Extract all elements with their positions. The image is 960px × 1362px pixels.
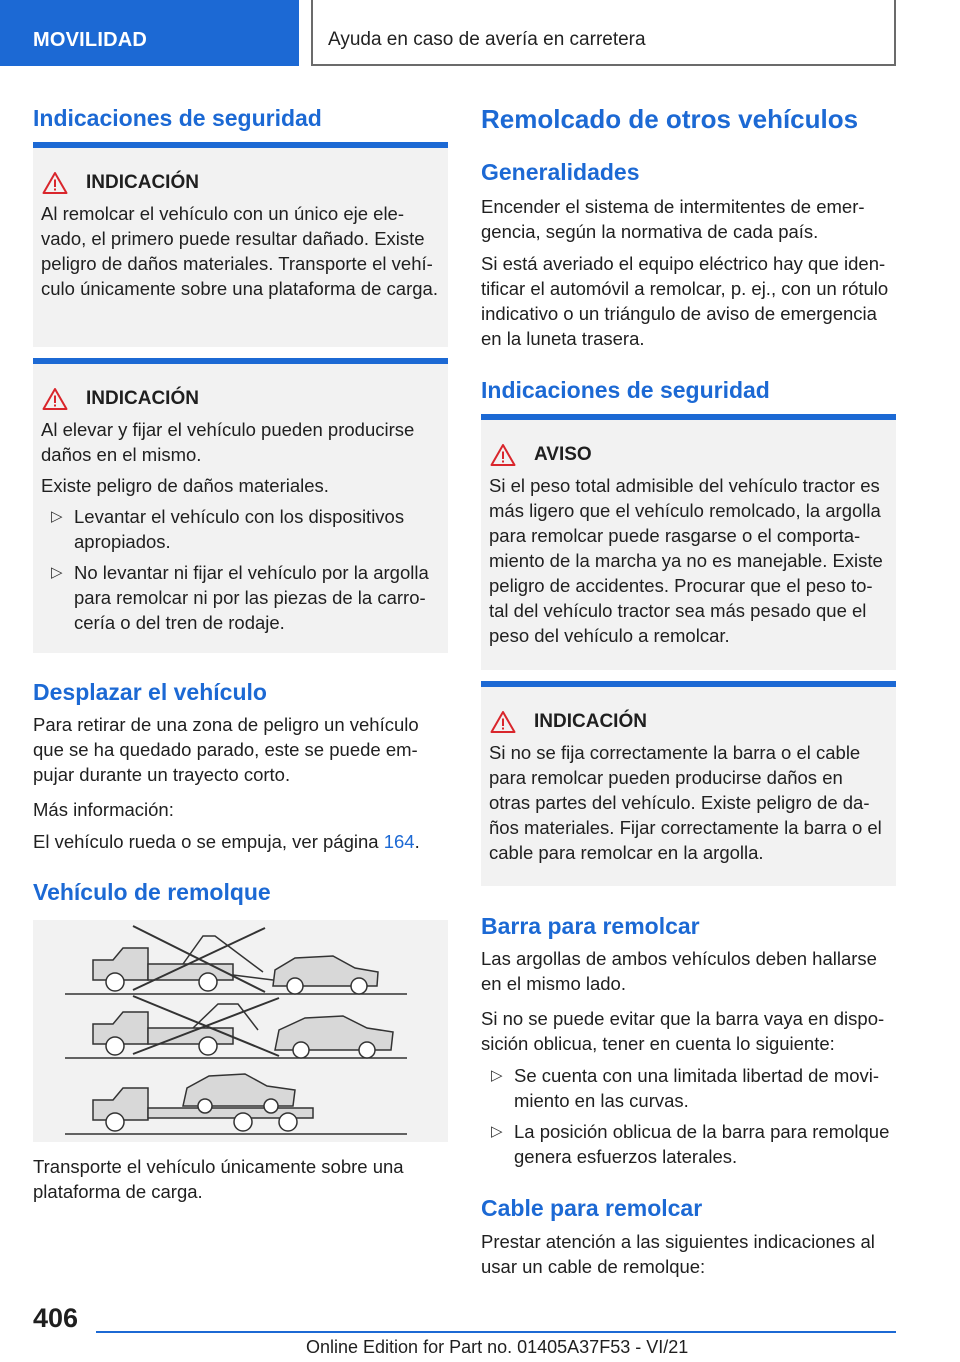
page-reference: El vehículo rueda o se empuja, ver página 164. [33,831,420,852]
heading-tow-bar: Barra para remolcar [481,913,700,939]
image-caption: Transporte el vehículo únicamente sobre una plataforma de carga. [33,1156,404,1202]
heading-safety-right: Indicaciones de seguridad [481,377,770,403]
warning-header [489,442,886,468]
bullet-triangle-icon: ▷ [51,564,63,581]
footer-divider [96,1331,896,1333]
warning-triangle-icon [42,387,68,411]
edition-text: Online Edition for Part no. 01405A37F53 - VI/21 [306,1337,689,1357]
chapter-title: Ayuda en caso de avería en carretera [328,29,646,50]
more-info-label: Más información: [33,799,174,820]
note-box-3 [481,681,896,886]
note-label: INDICACIÓN [86,388,199,409]
bar-list [481,1057,896,1169]
note-box-1 [33,142,448,347]
towing-methods-image [33,920,448,1142]
note-label: INDICACIÓN [86,172,199,193]
warning-triangle-icon [490,443,516,467]
page-link[interactable]: 164 [383,831,415,852]
towing-illustration [33,920,448,1142]
general-text-2: Si está averiado el equipo eléctrico hay que iden-tificar el automóvil a remolcar, p. ej., con un rótulo indicativo o un triángulo de aviso de emergencia en la luneta trasera. [481,253,889,349]
bullet-triangle-icon: ▷ [491,1123,503,1140]
heading-general: Generalidades [481,159,640,185]
warning-text: Si el peso total admisible del vehículo tractor es más ligero que el vehículo remolcado, la argolla para remolcar puede rasgarse o el comporta-miento de la marcha ya no es manejable. Existe peligro de accidentes. Procurar que el peso to-tal del vehículo tractor sea más pesado que el peso del vehículo a remolcar. [489,475,883,646]
heading-safety-left: Indicaciones de seguridad [33,105,322,131]
bar-text-2: Si no se puede evitar que la barra vaya en dispo-sición oblicua, tener en cuenta lo siguiente: [481,1008,885,1054]
list-item: ▷ Levantar el vehículo con los dispositivos apropiados. [41,504,438,554]
page-number: 406 [33,1303,79,1333]
note-header [41,386,438,412]
list-item: ▷ La posición oblicua de la barra para remolque genera esfuerzos laterales. [481,1119,896,1169]
note-box-2 [33,358,448,653]
note-header [41,170,438,196]
note-label: INDICACIÓN [534,711,647,732]
warning-triangle-icon [490,710,516,734]
warning-label: AVISO [534,444,592,465]
note-text: Al elevar y fijar el vehículo pueden producirse daños en el mismo. [41,419,415,465]
bar-text-1: Las argollas de ambos vehículos deben hallarse en el mismo lado. [481,948,877,994]
chapter-tab [311,0,896,66]
note-text: Al remolcar el vehículo con un único eje ele-vado, el primero puede resultar dañado. Existe peligro de daños materiales. Transporte el vehí-culo únicamente sobre una plataforma de carga. [41,203,438,299]
warning-triangle-icon [42,171,68,195]
move-text: Para retirar de una zona de peligro un vehículo que se ha quedado parado, este se puede em-pujar durante un trayecto corto. [33,714,419,785]
section-title: MOVILIDAD [33,29,148,51]
heading-tow-other: Remolcado de otros vehículos [481,104,859,134]
list-item: ▷ Se cuenta con una limitada libertad de movi-miento en las curvas. [481,1063,896,1113]
list-item: ▷ No levantar ni fijar el vehículo por la argolla para remolcar ni por las piezas de la carro-cería o del tren de rodaje. [41,560,438,635]
heading-move-vehicle: Desplazar el vehículo [33,679,267,705]
note-header [489,709,886,735]
warning-box [481,414,896,670]
bullet-triangle-icon: ▷ [491,1067,503,1084]
heading-tow-cable: Cable para remolcar [481,1195,703,1221]
cable-text: Prestar atención a las siguientes indicaciones al usar un cable de remolque: [481,1231,875,1277]
bullet-triangle-icon: ▷ [51,508,63,525]
note-text: Existe peligro de daños materiales. [41,475,329,496]
note-text: Si no se fija correctamente la barra o el cable para remolcar pueden producirse daños en otras partes del vehículo. Existe peligro de da-ños materiales. Fijar correctamente la barra o el cable para remolcar en la argolla. [489,742,882,863]
heading-tow-vehicle: Vehículo de remolque [33,879,271,905]
general-text-1: Encender el sistema de intermitentes de emer-gencia, según la normativa de cada país. [481,196,865,242]
section-tab [0,0,299,66]
